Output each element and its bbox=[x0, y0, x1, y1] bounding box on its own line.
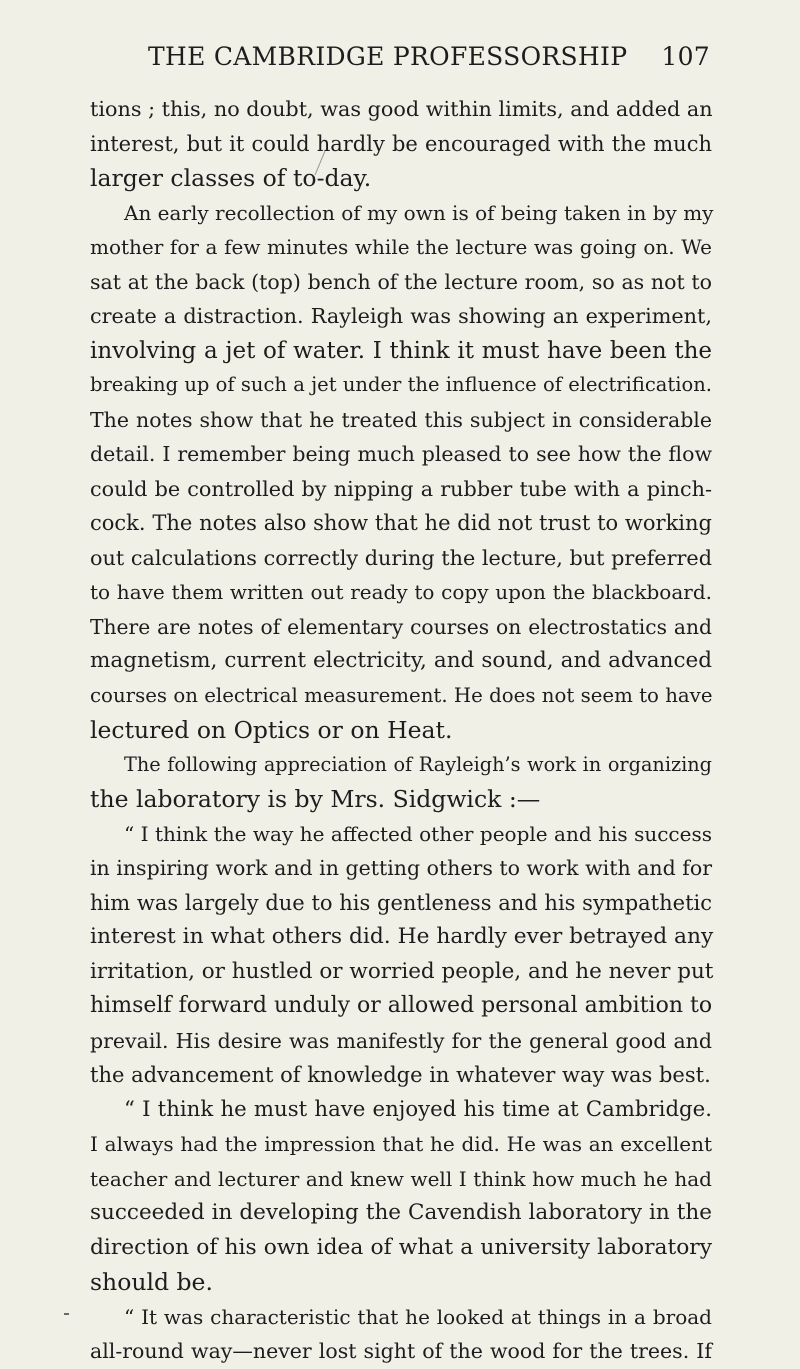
text-line: prevail. His desire was manifestly for the general good and bbox=[90, 1028, 712, 1053]
running-head-title: THE CAMBRIDGE PROFESSORSHIP bbox=[148, 42, 628, 71]
text-line: I always had the impression that he did. He was an excellent bbox=[90, 1132, 712, 1156]
text-line: the laboratory is by Mrs. Sidgwick :— bbox=[90, 785, 541, 813]
text-line: create a distraction. Rayleigh was showing an experiment, bbox=[90, 304, 712, 328]
page-number: 107 bbox=[661, 42, 710, 71]
text-line: succeeded in developing the Cavendish laboratory in the bbox=[90, 1200, 712, 1225]
margin-mark bbox=[64, 1313, 69, 1315]
text-line: lectured on Optics or on Heat. bbox=[90, 716, 453, 744]
text-line: could be controlled by nipping a rubber tube with a pinch- bbox=[90, 476, 712, 501]
text-line: the advancement of knowledge in whatever way was best. bbox=[90, 1063, 711, 1087]
text-line: detail. I remember being much pleased to see how the flow bbox=[90, 442, 712, 466]
text-line: cock. The notes also show that he did not trust to working bbox=[90, 511, 712, 535]
text-line: involving a jet of water. I think it must have been the bbox=[90, 337, 712, 364]
text-line: tions ; this, no doubt, was good within limits, and added an bbox=[90, 97, 713, 121]
text-line: all-round way—never lost sight of the wood for the trees. If bbox=[90, 1339, 712, 1363]
text-line: teacher and lecturer and knew well I think how much he had bbox=[90, 1166, 712, 1191]
text-line: interest, but it could hardly be encouraged with the much bbox=[90, 131, 712, 156]
text-line: himself forward unduly or allowed personal ambition to bbox=[90, 993, 713, 1018]
text-line: out calculations correctly during the lecture, but preferred bbox=[90, 545, 712, 570]
text-line: him was largely due to his gentleness and his sympathetic bbox=[90, 890, 712, 915]
text-line: larger classes of to-day. bbox=[90, 164, 372, 192]
text-line: breaking up of such a jet under the influence of electrification. bbox=[90, 373, 712, 396]
body-text bbox=[90, 92, 712, 1369]
text-line: There are notes of elementary courses on electrostatics and bbox=[90, 614, 712, 639]
text-line: “ I think he must have enjoyed his time at Cambridge. bbox=[124, 1096, 712, 1122]
text-line: in inspiring work and in getting others to work with and for bbox=[90, 856, 712, 880]
text-line: The following appreciation of Rayleigh’s work in organizing bbox=[124, 752, 712, 776]
text-line: An early recollection of my own is of being taken in by my bbox=[124, 200, 714, 225]
text-line: “ It was characteristic that he looked at things in a broad bbox=[124, 1304, 712, 1329]
text-line: to have them written out ready to copy upon the blackboard. bbox=[90, 580, 712, 604]
text-line: “ I think the way he affected other people and his success bbox=[124, 821, 712, 846]
text-line: The notes show that he treated this subject in considerable bbox=[90, 407, 712, 432]
text-line: mother for a few minutes while the lecture was going on. We bbox=[90, 235, 712, 259]
text-line: irritation, or hustled or worried people, and he never put bbox=[90, 958, 714, 984]
text-line: interest in what others did. He hardly ever betrayed any bbox=[90, 924, 714, 949]
text-line: sat at the back (top) bench of the lecture room, so as not to bbox=[90, 269, 712, 294]
running-head bbox=[148, 42, 710, 82]
text-line: direction of his own idea of what a university laboratory bbox=[90, 1234, 712, 1260]
text-line: courses on electrical measurement. He does not seem to have bbox=[90, 683, 713, 707]
text-line: magnetism, current electricity, and sound, and advanced bbox=[90, 648, 712, 673]
text-line: should be. bbox=[90, 1268, 213, 1296]
